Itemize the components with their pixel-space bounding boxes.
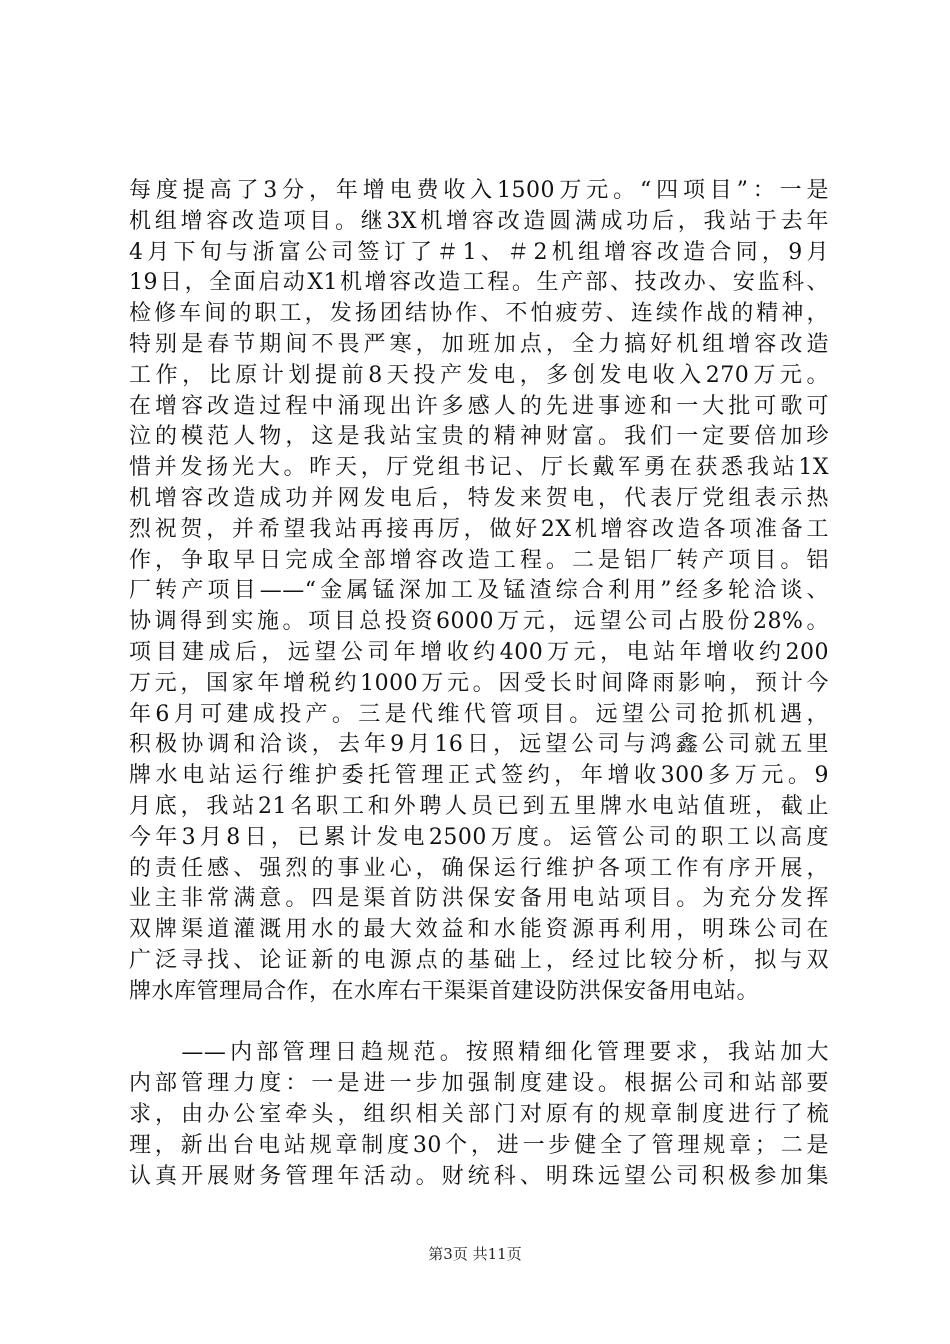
text-line: 机组增容改造项目。继3X机增容改造圆满成功后，我站于去年 (129, 208, 829, 234)
text-line: 内部管理力度：一是进一步加强制度建设。根据公司和站部要 (129, 1071, 829, 1097)
text-line: 牌水库管理局合作，在水库右干渠渠首建设防洪保安备用电站。 (129, 978, 760, 1004)
text-line: 月底，我站21名职工和外聘人员已到五里牌水电站值班，截止 (129, 793, 829, 819)
text-line: 广泛寻找、论证新的电源点的基础上，经过比较分析，拟与双 (129, 947, 829, 973)
text-line: 作，争取早日完成全部增容改造工程。二是铝厂转产项目。铝 (129, 547, 829, 573)
text-line: 的责任感、强烈的事业心，确保运行维护各项工作有序开展， (129, 855, 829, 881)
text-line: 年6月可建成投产。三是代维代管项目。远望公司抢抓机遇， (129, 701, 829, 727)
text-line: 项目建成后，远望公司年增收约400万元，电站年增收约200 (129, 639, 829, 665)
text-line: 烈祝贺，并希望我站再接再厉，做好2X机增容改造各项准备工 (129, 516, 829, 542)
text-line: 惜并发扬光大。昨天，厅党组书记、厅长戴军勇在获悉我站1X (129, 455, 829, 481)
text-line: 机增容改造成功并网发电后，特发来贺电，代表厅党组表示热 (129, 485, 829, 511)
page-footer: 第3页 共11页 (428, 1245, 522, 1263)
body-text (129, 176, 829, 1192)
text-line: 每度提高了3分，年增电费收入1500万元。“四项目”：一是 (129, 178, 829, 203)
text-line: 工作，比原计划提前8天投产发电，多创发电收入270万元。 (129, 362, 829, 388)
text-line: 理，新出台电站规章制度30个，进一步健全了管理规章；二是 (129, 1132, 829, 1158)
text-line: 检修车间的职工，发扬团结协作、不怕疲劳、连续作战的精神， (129, 301, 829, 327)
text-line: 4月下旬与浙富公司签订了＃1、＃2机组增容改造合同，9月 (129, 239, 829, 265)
text-line: 特别是春节期间不畏严寒，加班加点，全力搞好机组增容改造 (129, 331, 829, 357)
text-line: 19日，全面启动X1机增容改造工程。生产部、技改办、安监科、 (129, 270, 829, 296)
text-line: 牌水电站运行维护委托管理正式签约，年增收300多万元。9 (129, 763, 829, 789)
text-line: 在增容改造过程中涌现出许多感人的先进事迹和一大批可歌可 (129, 393, 829, 419)
text-line: 厂转产项目——“金属锰深加工及锰渣综合利用”经多轮洽谈、 (129, 578, 829, 604)
text-line: 认真开展财务管理年活动。财统科、明珠远望公司积极参加集 (129, 1163, 829, 1189)
paragraph-2 (129, 1038, 829, 1192)
text-line: 今年3月8日，已累计发电2500万度。运管公司的职工以高度 (129, 824, 829, 850)
text-line: 积极协调和洽谈，去年9月16日，远望公司与鸿鑫公司就五里 (129, 732, 829, 758)
paragraph-1 (129, 176, 829, 1008)
paragraph-gap (129, 1008, 829, 1039)
text-line: 双牌渠道灌溉用水的最大效益和水能资源再利用，明珠公司在 (129, 917, 829, 943)
text-line: 求，由办公室牵头，组织相关部门对原有的规章制度进行了梳 (129, 1101, 829, 1127)
text-line: 协调得到实施。项目总投资6000万元，远望公司占股份28%。 (129, 609, 829, 635)
text-line: ——内部管理日趋规范。按照精细化管理要求，我站加大 (129, 1040, 829, 1066)
text-line: 泣的模范人物，这是我站宝贵的精神财富。我们一定要倍加珍 (129, 424, 829, 450)
text-line: 业主非常满意。四是渠首防洪保安备用电站项目。为充分发挥 (129, 886, 829, 912)
text-line: 万元，国家年增税约1000万元。因受长时间降雨影响，预计今 (129, 670, 829, 696)
